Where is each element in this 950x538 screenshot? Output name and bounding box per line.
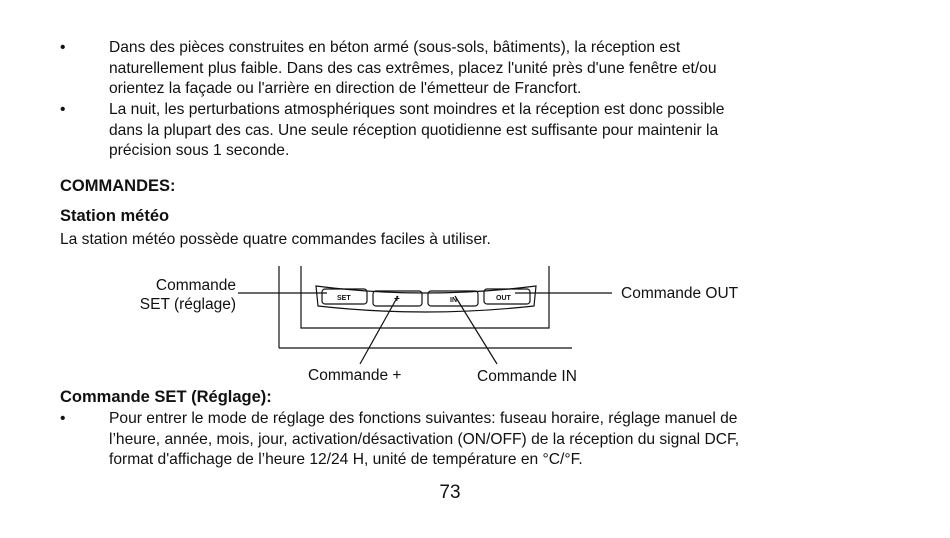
set-command-label-line2: SET (réglage) (139, 296, 236, 313)
bullet-line: La nuit, les perturbations atmosphériques sont moindres et la réception est donc possible (109, 101, 725, 118)
bullet-line: Dans des pièces construites en béton armé (sous-sols, bâtiments), la réception est (109, 39, 681, 56)
bullet-line: précision sous 1 seconde. (109, 142, 290, 159)
subsection-heading: Station météo (60, 207, 170, 225)
bullet-line: l’heure, année, mois, jour, activation/désactivation (ON/OFF) de la réception du signal DCF, (109, 430, 740, 448)
intro-text: La station météo possède quatre commandes faciles à utiliser. (60, 231, 491, 248)
bullet-line: Pour entrer le mode de réglage des fonctions suivantes: fuseau horaire, réglage manuel de (109, 410, 738, 427)
set-command-label-line1: Commande (155, 277, 236, 294)
out-command-label: Commande OUT (621, 285, 739, 302)
in-command-label: Commande IN (477, 368, 577, 385)
bullet-marker: • (60, 101, 66, 118)
plus-command-label: Commande + (308, 367, 402, 384)
in-button-label: IN (450, 297, 457, 304)
section-heading: COMMANDES: (60, 177, 176, 195)
bullet-line: orientez la façade ou l'arrière en direction de l'émetteur de Francfort. (109, 80, 582, 97)
bullet-marker: • (60, 410, 66, 427)
page-number: 73 (439, 482, 461, 503)
set-button-label: SET (337, 295, 351, 302)
bullet-marker: • (60, 39, 66, 56)
out-button-label: OUT (496, 295, 511, 302)
bullet-line: format d'affichage de l’heure 12/24 H, unité de température en °C/°F. (109, 451, 583, 468)
bullet-text (109, 409, 869, 471)
bullet-line: naturellement plus faible. Dans des cas extrêmes, placez l'unité près d'une fenêtre et/ou (109, 59, 717, 77)
plus-button-label: + (394, 294, 400, 305)
set-command-heading: Commande SET (Réglage): (60, 388, 272, 406)
bullet-line: dans la plupart des cas. Une seule réception quotidienne est suffisante pour maintenir la (109, 121, 719, 139)
